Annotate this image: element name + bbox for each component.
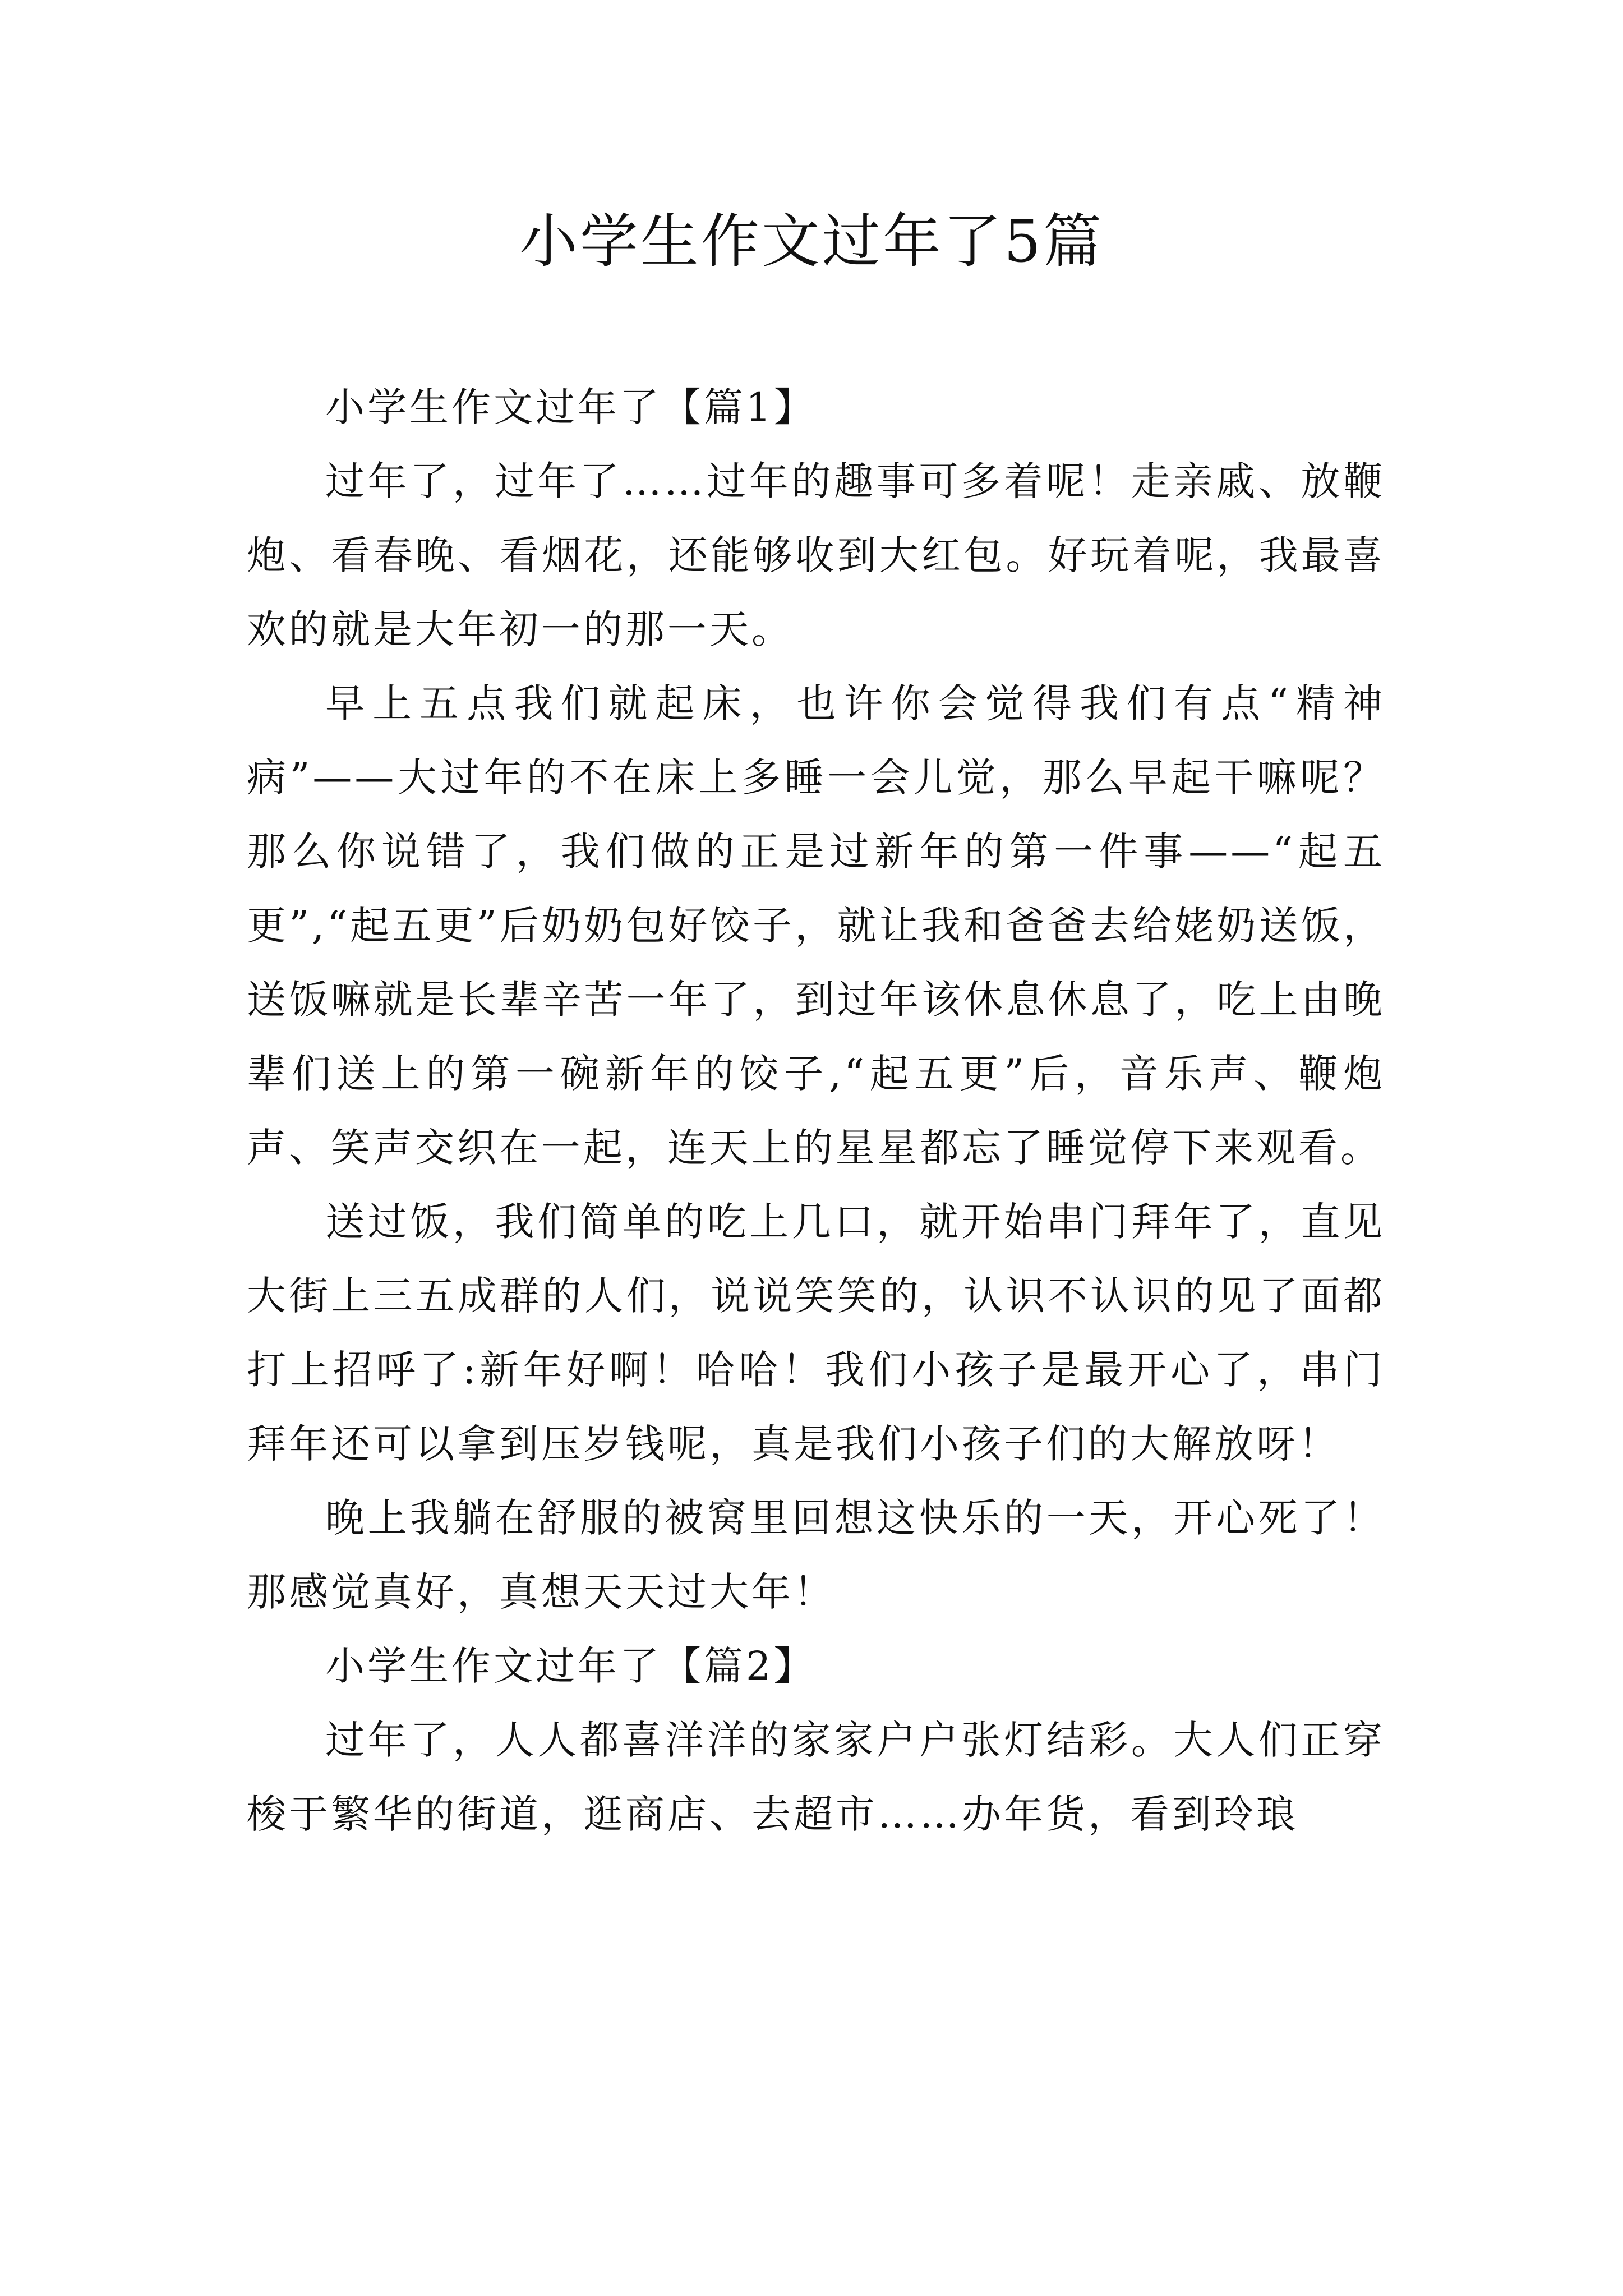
paragraph: 送过饭，我们简单的吃上几口，就开始串门拜年了，直见大街上三五成群的人们，说说笑笑的，认识不认识的见了面都打上招呼了:新年好啊！哈哈！我们小孩子是最开心了，串门拜年还可以拿到压岁钱呢，真是我们小孩子们的大解放呀！ xyxy=(247,1199,1385,1467)
section-heading-1: 小学生作文过年了【篇1】 xyxy=(325,384,816,430)
section-heading-2: 小学生作文过年了【篇2】 xyxy=(325,1643,816,1689)
paragraph: 过年了，过年了……过年的趣事可多着呢！走亲戚、放鞭炮、看春晚、看烟花，还能够收到大红包。好玩着呢，我最喜欢的就是大年初一的那一天。 xyxy=(247,458,1385,652)
document-body xyxy=(247,370,1385,1851)
document-title: 小学生作文过年了5篇 xyxy=(519,207,1104,275)
paragraph: 早上五点我们就起床，也许你会觉得我们有点“精神病”——大过年的不在床上多睡一会儿觉，那么早起干嘛呢？那么你说错了，我们做的正是过新年的第一件事——“起五更”,“起五更”后奶奶包好饺子，就让我和爸爸去给姥奶送饭，送饭嘛就是长辈辛苦一年了，到过年该休息休息了，吃上由晚辈们送上的第一碗新年的饺子,“起五更”后，音乐声、鞭炮声、笑声交织在一起，连天上的星星都忘了睡觉停下来观看。 xyxy=(247,680,1385,1171)
paragraph: 过年了，人人都喜洋洋的家家户户张灯结彩。大人们正穿梭于繁华的街道，逛商店、去超市……办年货，看到玲琅 xyxy=(247,1717,1385,1837)
paragraph: 晚上我躺在舒服的被窝里回想这快乐的一天，开心死了！那感觉真好，真想天天过大年！ xyxy=(247,1495,1385,1615)
